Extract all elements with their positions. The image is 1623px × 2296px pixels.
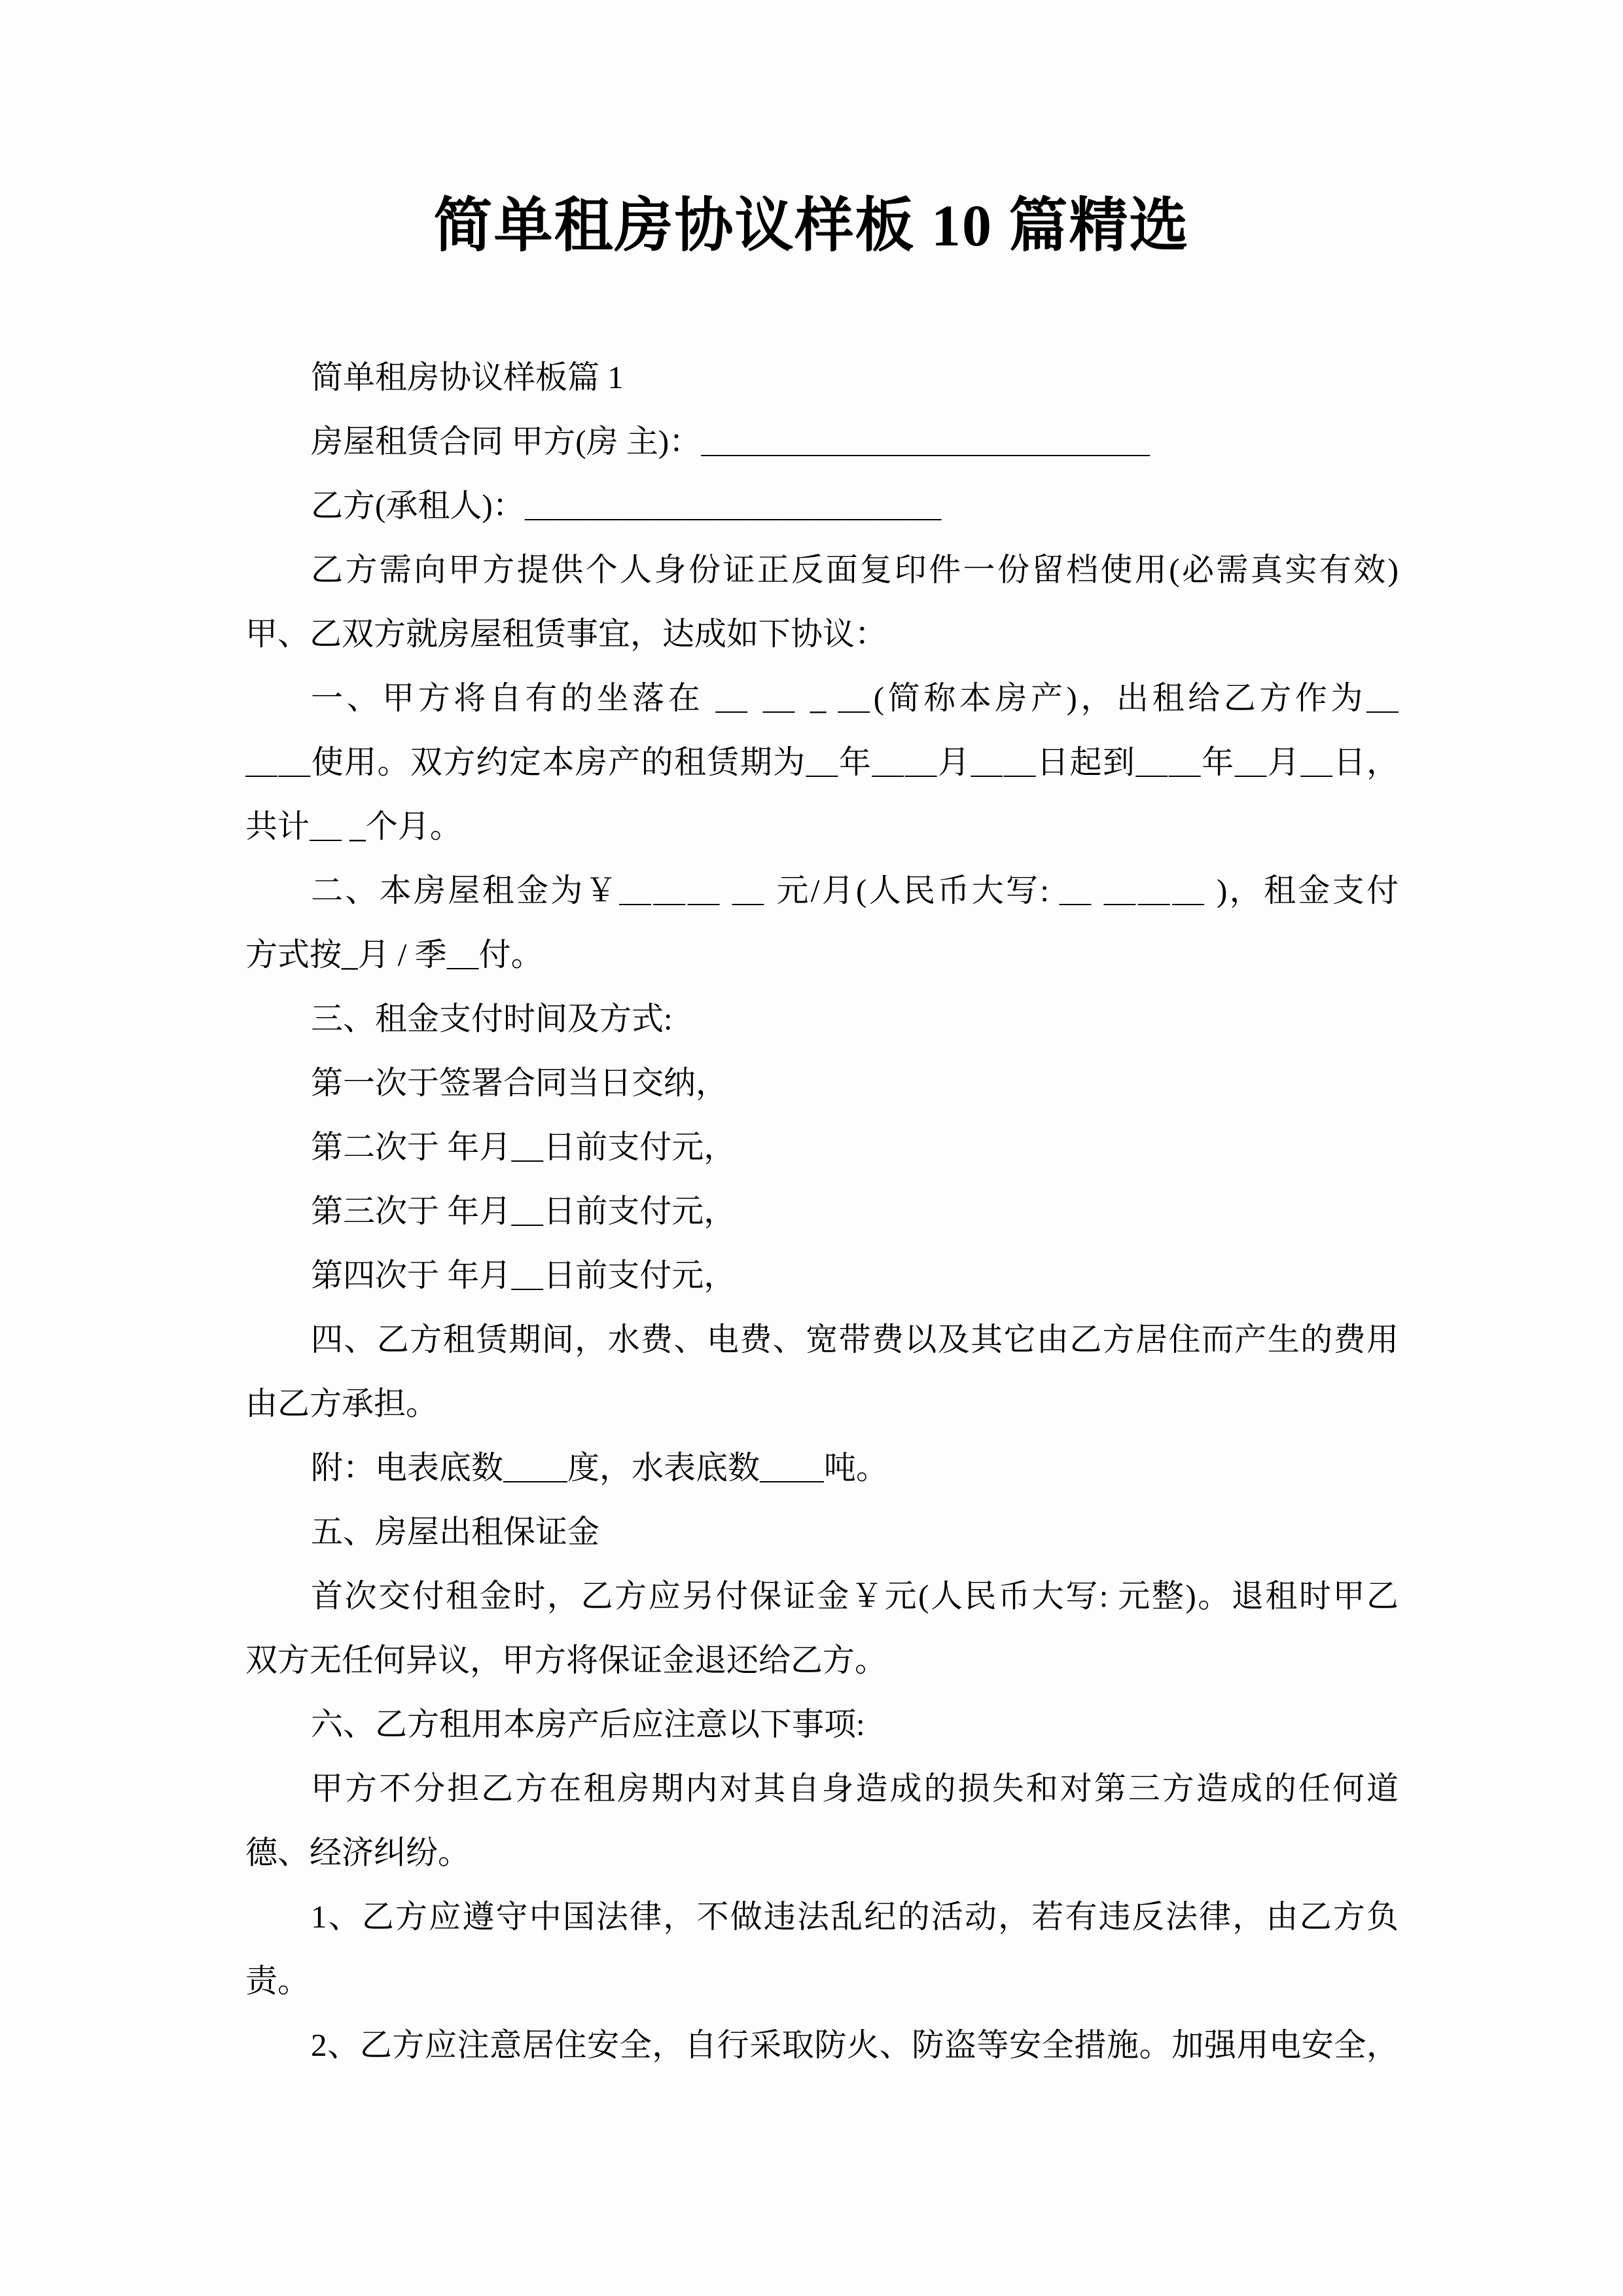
text-line: 二、本房屋租金为￥＿＿＿ ＿ 元/月(人民币大写: ＿ ＿＿＿ )，租金支付 bbox=[311, 872, 1399, 908]
text-line: 共计＿ _个月。 bbox=[245, 808, 462, 844]
text-line: 双方无任何异议，甲方将保证金退还给乙方。 bbox=[245, 1642, 887, 1678]
text-line: 第一次于签署合同当日交纳， bbox=[311, 1065, 728, 1101]
text-line: 第四次于 年月＿日前支付元， bbox=[311, 1257, 736, 1293]
text-line: 方式按_月 / 季＿付。 bbox=[245, 937, 543, 973]
text-line: 首次交付租金时，乙方应另付保证金￥元(人民币大写: 元整)。退租时甲乙 bbox=[311, 1578, 1399, 1614]
text-line: 乙方需向甲方提供个人身份证正反面复印件一份留档使用(必需真实有效) bbox=[311, 552, 1399, 588]
text-line: ＿＿使用。双方约定本房产的租赁期为＿年＿＿月＿＿日起到＿＿年＿月＿日， bbox=[245, 744, 1399, 780]
text-line: 第三次于 年月＿日前支付元， bbox=[311, 1193, 736, 1229]
text-line: 2、乙方应注意居住安全，自行采取防火、防盗等安全措施。加强用电安全， bbox=[311, 2027, 1399, 2063]
document-body bbox=[245, 346, 1399, 2077]
text-line: 六、乙方租用本房产后应注意以下事项: bbox=[311, 1706, 865, 1742]
text-line: 甲方不分担乙方在租房期内对其自身造成的损失和对第三方造成的任何道 bbox=[311, 1770, 1399, 1806]
text-line: 德、经济纠纷。 bbox=[245, 1835, 471, 1871]
text-line: 房屋租赁合同 甲方(房 主)：＿＿＿＿＿＿＿＿＿＿＿＿＿＿ bbox=[311, 423, 1150, 459]
text-line: 乙方(承租人)：＿＿＿＿＿＿＿＿＿＿＿＿＿ bbox=[311, 488, 942, 524]
text-line: 由乙方承担。 bbox=[245, 1386, 438, 1422]
text-line: 附：电表底数＿＿度，水表底数＿＿吨。 bbox=[311, 1450, 889, 1486]
text-line: 简单租房协议样板篇 1 bbox=[311, 359, 624, 395]
text-line: 甲、乙双方就房屋租赁事宜，达成如下协议： bbox=[245, 616, 887, 652]
text-line: 四、乙方租赁期间，水费、电费、宽带费以及其它由乙方居住而产生的费用 bbox=[311, 1321, 1399, 1357]
text-line: 责。 bbox=[245, 1963, 310, 1999]
text-line: 三、租金支付时间及方式: bbox=[311, 1001, 673, 1037]
text-line: 第二次于 年月＿日前支付元， bbox=[311, 1129, 736, 1165]
text-line: 一、甲方将自有的坐落在 ＿ ＿ _ ＿(简称本房产)，出租给乙方作为＿ bbox=[311, 680, 1399, 716]
text-line: 1、乙方应遵守中国法律，不做违法乱纪的活动，若有违反法律，由乙方负 bbox=[311, 1899, 1399, 1935]
page-title: 简单租房协议样板 10 篇精选 bbox=[433, 194, 1190, 259]
text-line: 五、房屋出租保证金 bbox=[311, 1514, 600, 1550]
